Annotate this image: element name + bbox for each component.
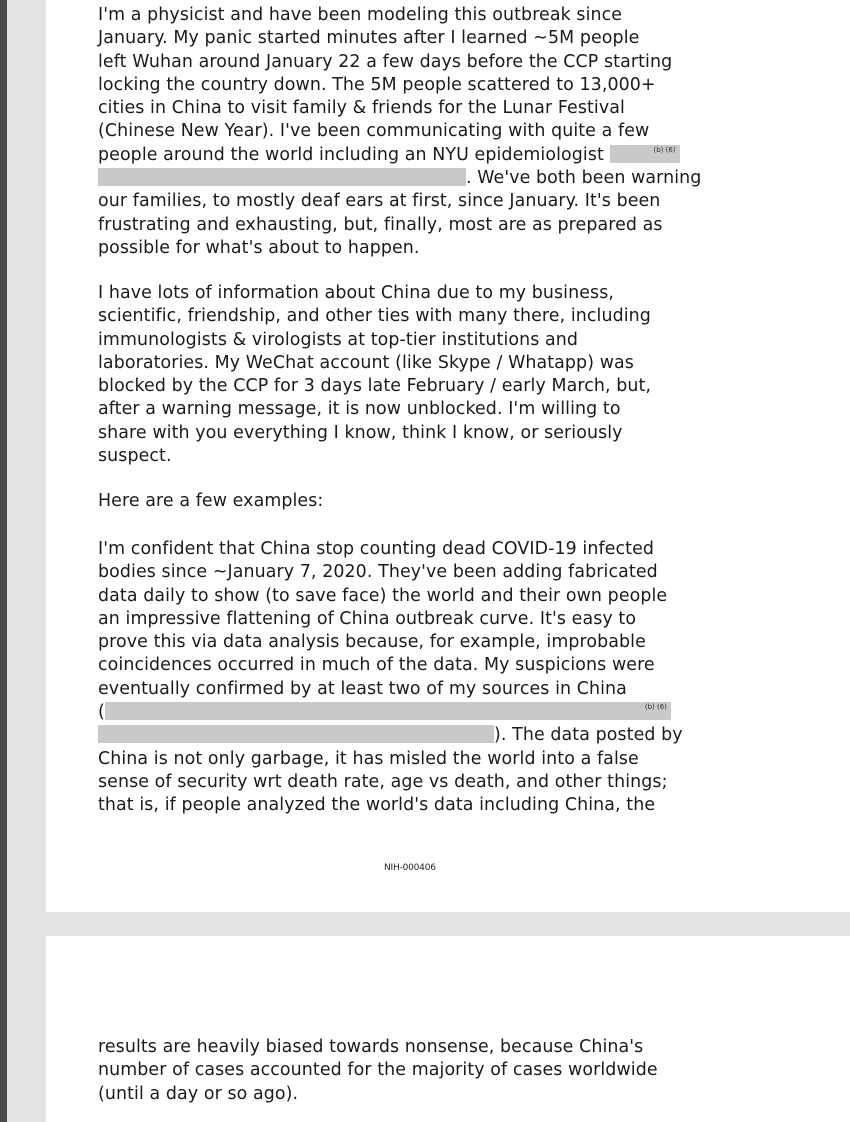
text-line: China is not only garbage, it has misled the world into a false <box>98 748 639 769</box>
text-line: data daily to show (to save face) the world and their own people <box>98 585 668 606</box>
text-line: eventually confirmed by at least two of my sources in China <box>98 678 627 699</box>
text-line: immunologists & virologists at top-tier institutions and <box>98 329 579 350</box>
text-line: our families, to mostly deaf ears at first, since January. It's been <box>98 191 661 212</box>
redaction-box <box>105 702 671 720</box>
text-line: blocked by the CCP for 3 days late February / early March, but, <box>98 376 652 397</box>
text-line: locking the country down. The 5M people scattered to 13,000+ <box>98 74 656 95</box>
text-line: cities in China to visit family & friends for the Lunar Festival <box>98 98 625 119</box>
text-line: January. My panic started minutes after I learned ~5M people <box>98 28 640 49</box>
text-line: I have lots of information about China due to my business, <box>98 283 614 303</box>
text-line: frustrating and exhausting, but, finally, most are as prepared as <box>98 214 663 235</box>
text-line-with-redaction <box>98 724 738 747</box>
paragraph-physicist-intro <box>98 4 738 260</box>
text-line: (until a day or so ago). <box>98 1083 299 1104</box>
redaction-box <box>98 725 494 743</box>
redaction-box <box>98 168 466 186</box>
text-segment: . We've both been warning <box>466 168 702 189</box>
redaction-tag: (b) (6) <box>644 703 667 712</box>
paragraph-biased-results <box>98 1036 738 1106</box>
paragraph-data-fabrication <box>98 538 738 818</box>
text-line: left Wuhan around January 22 a few days before the CCP starting <box>98 51 673 72</box>
text-line: an impressive flattening of China outbreak curve. It's easy to <box>98 608 637 629</box>
text-line: coincidences occurred in much of the data. My suspicions were <box>98 655 655 676</box>
text-segment: ( <box>98 702 105 723</box>
text-line: possible for what's about to happen. <box>98 237 420 258</box>
text-line: that is, if people analyzed the world's data including China, the <box>98 795 656 816</box>
redaction-tag: (b) (6) <box>653 145 676 154</box>
text-line: I'm confident that China stop counting dead COVID-19 infected <box>98 539 655 559</box>
text-segment: people around the world including an NYU epidemiologist <box>98 144 604 165</box>
text-line: I'm a physicist and have been modeling this outbreak since <box>98 5 623 25</box>
text-line: scientific, friendship, and other ties with many there, including <box>98 306 651 327</box>
page-footer-id: NIH-000406 <box>384 863 436 873</box>
text-line: (Chinese New Year). I've been communicating with quite a few <box>98 121 650 142</box>
viewer-left-edge <box>0 0 7 1122</box>
text-line: suspect. <box>98 446 172 467</box>
text-line: prove this via data analysis because, for example, improbable <box>98 632 646 653</box>
text-line: share with you everything I know, think I know, or seriously <box>98 422 623 443</box>
text-line: sense of security wrt death rate, age vs death, and other things; <box>98 771 668 792</box>
text-line-with-redaction <box>98 167 738 190</box>
paragraph-china-ties <box>98 282 738 468</box>
text-line: number of cases accounted for the majority of cases worldwide <box>98 1060 658 1081</box>
redaction-box <box>610 145 680 163</box>
text-line: bodies since ~January 7, 2020. They've been adding fabricated <box>98 562 658 583</box>
text-line-with-redaction <box>98 701 738 724</box>
text-line: laboratories. My WeChat account (like Skype / Whatapp) was <box>98 352 634 373</box>
text-segment: ). The data posted by <box>494 725 683 746</box>
text-line-with-redaction <box>98 144 738 167</box>
text-line: after a warning message, it is now unblocked. I'm willing to <box>98 399 621 420</box>
paragraph-examples-heading <box>98 490 738 513</box>
text-line: Here are a few examples: <box>98 491 324 511</box>
text-line: results are heavily biased towards nonsense, because China's <box>98 1037 644 1057</box>
